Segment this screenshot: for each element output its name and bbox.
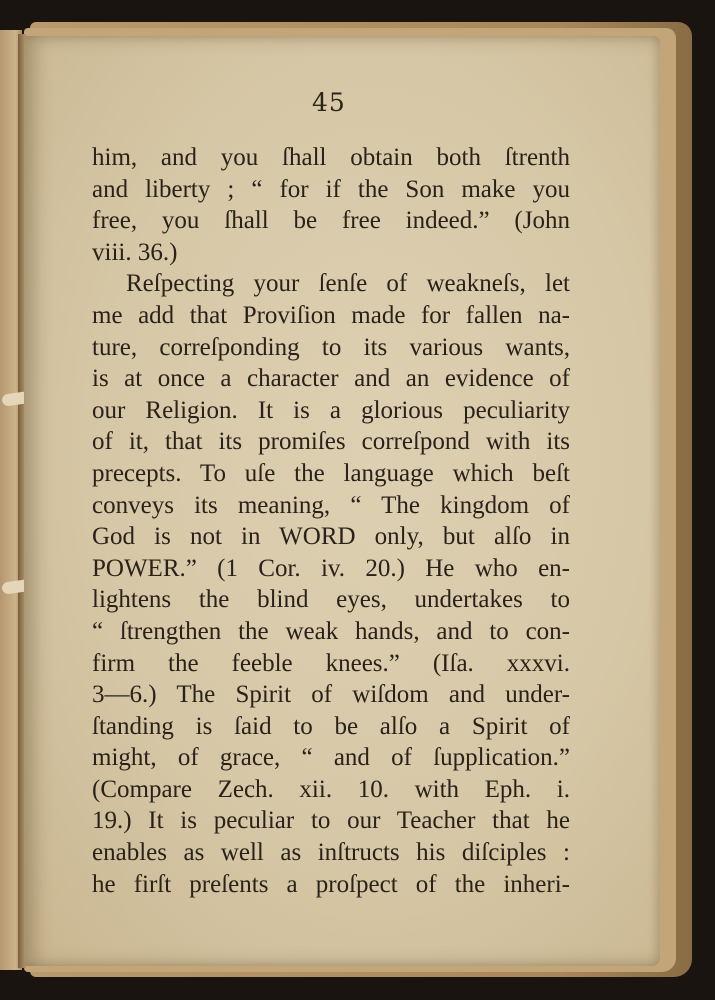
text-line: is at once a character and an evidence of xyxy=(92,365,570,393)
page-number: 45 xyxy=(312,88,346,117)
text-line: might, of grace, “ and of ſupplication.” xyxy=(92,744,570,772)
page-text xyxy=(92,142,570,900)
text-line: precepts. To uſe the language which beſt xyxy=(92,459,570,487)
text-line: 3—6.) The Spirit of wiſdom and under- xyxy=(92,681,570,709)
text-line: “ ſtrengthen the weak hands, and to con- xyxy=(92,617,570,645)
text-line: our Religion. It is a glorious peculiarity xyxy=(92,396,570,424)
text-line: he firſt preſents a proſpect of the inheri- xyxy=(92,870,570,898)
text-line: conveys its meaning, “ The kingdom of xyxy=(92,491,570,519)
text-line: me add that Proviſion made for fallen na- xyxy=(92,301,570,329)
text-line: lightens the blind eyes, undertakes to xyxy=(92,586,570,614)
text-line: him, and you ſhall obtain both ſtrenth xyxy=(92,144,570,171)
text-line: (Compare Zech. xii. 10. with Eph. i. xyxy=(92,775,570,803)
text-line: POWER.” (1 Cor. iv. 20.) He who en- xyxy=(92,554,570,582)
text-line: free, you ſhall be free indeed.” (John xyxy=(92,207,570,235)
text-line: enables as well as inſtructs his diſciples : xyxy=(92,839,570,867)
text-line: God is not in WORD only, but alſo in xyxy=(92,523,570,551)
text-line: firm the feeble knees.” (Iſa. xxxvi. xyxy=(92,649,570,677)
text-line: ture, correſponding to its various wants, xyxy=(92,333,570,361)
text-line: Reſpecting your ſenſe of weakneſs, let xyxy=(126,270,570,298)
text-line: of it, that its promiſes correſpond with its xyxy=(92,428,570,456)
text-line: viii. 36.) xyxy=(92,238,178,266)
text-line: and liberty ; “ for if the Son make you xyxy=(92,175,570,203)
text-line: 19.) It is peculiar to our Teacher that he xyxy=(92,807,570,835)
text-line: ſtanding is ſaid to be alſo a Spirit of xyxy=(92,712,570,740)
